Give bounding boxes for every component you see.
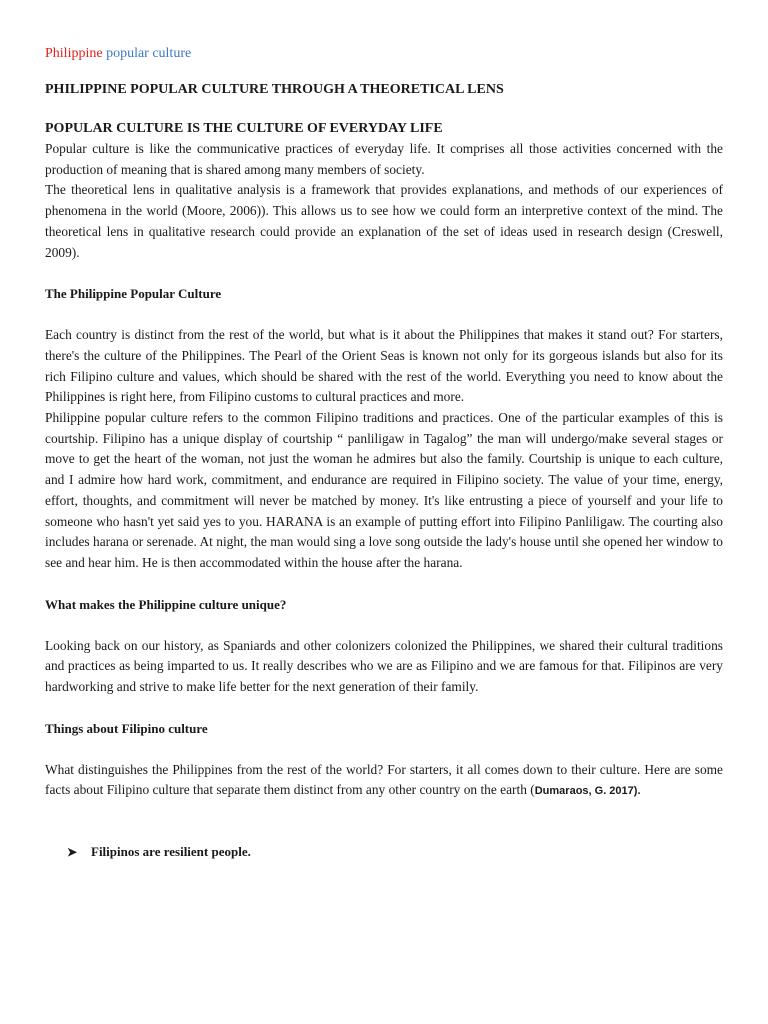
section1-paragraph-1: Each country is distinct from the rest of the world, but what is it about the Philippines that makes it stand out? For starters, there's the culture of the Philippines. The Pearl of the Orient Seas is known not only for its gorgeous islands but also for its rich Filipino culture and values, which should be shared with the rest of the world. Everything you need to know about the Philippines is right here, from Filipino customs to cultural practices and more. — [45, 327, 723, 405]
intro-paragraph-1: Popular culture is like the communicative practices of everyday life. It comprises all those activities concerned with the production of meaning that is shared among many members of society. — [45, 141, 723, 177]
document-title — [45, 44, 723, 64]
intro-paragraph-2: The theoretical lens in qualitative analysis is a framework that provides explanations, and methods of our experiences of phenomena in the world (Moore, 2006)). This allows us to see how we could form an interpretive context of the mind. The theoretical lens in qualitative research could provide an explanation of the set of ideas used in research design (Creswell, 2009). — [45, 182, 723, 260]
section3-paragraph-text: What distinguishes the Philippines from the rest of the world? For starters, it all comes down to their culture. Here are some facts about Filipino culture that separate them distinct from any other country on the earth ( — [45, 761, 723, 798]
section1-paragraph-2: Philippine popular culture refers to the common Filipino traditions and practices. One of the particular examples of this is courtship. Filipino has a unique display of courtship “ panliligaw in Tagalog” the man will undergo/make several stages or move to get the heart of the woman, not just the woman he admires but also the family. Courtship is unique to each culture, and I admire how hard work, commitment, and endurance are required in Filipino society. The value of your time, energy, effort, thoughts, and commitment will never be matched by money. It's like entrusting a piece of yourself and your life to someone who hasn't yet said yes to you. HARANA is an example of putting effort into Filipino Panliligaw. The courting also includes harana or serenade. At night, the man would sing a love song outside the lady's house until she opened her window to see and hear him. He is then accommodated within the house after the harana. — [45, 410, 723, 570]
main-heading: PHILIPPINE POPULAR CULTURE THROUGH A THEORETICAL LENS — [45, 82, 504, 97]
title-word-popular-culture: popular culture — [106, 46, 192, 61]
title-word-philippine: Philippine — [45, 46, 103, 61]
arrowhead-bullet-icon: ➤ — [67, 845, 78, 860]
section-heading-things-about-filipino-culture: Things about Filipino culture — [45, 720, 208, 736]
section-heading-what-makes-unique: What makes the Philippine culture unique? — [45, 596, 287, 612]
citation-dumaraos: Dumaraos, G. 2017). — [534, 785, 641, 798]
bullet-item — [67, 842, 723, 862]
sub-heading: POPULAR CULTURE IS THE CULTURE OF EVERYDAY LIFE — [45, 121, 443, 136]
document-page — [45, 44, 723, 862]
bullet-text: Filipinos are resilient people. — [91, 844, 251, 860]
section-heading-philippine-popular-culture: The Philippine Popular Culture — [45, 286, 222, 302]
section3-paragraph-1 — [45, 760, 723, 802]
section2-paragraph-1: Looking back on our history, as Spaniards and other colonizers colonized the Philippines, we shared their cultural traditions and practices as being imparted to us. It really describes who we are as Filipino and we are famous for that. Filipinos are very hardworking and strive to make life better for the next generation of their family. — [45, 637, 723, 695]
